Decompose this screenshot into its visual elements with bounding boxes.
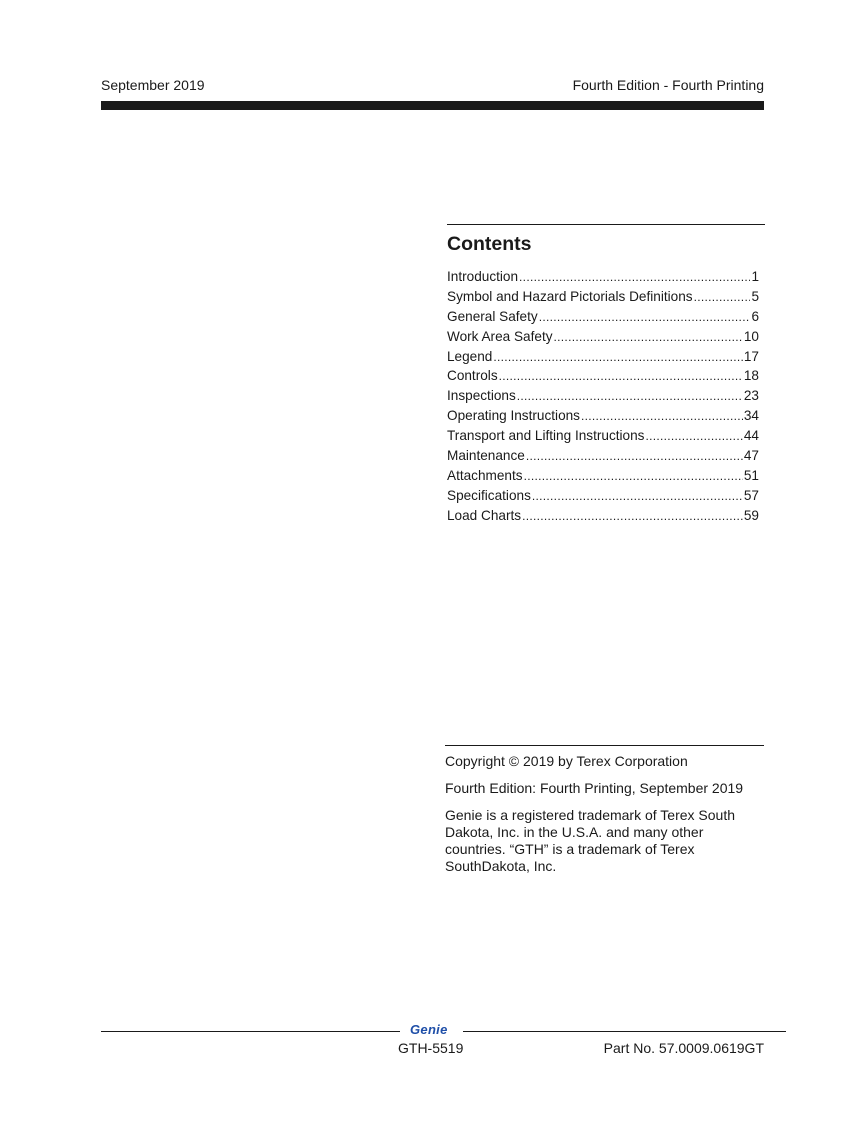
toc-entry-label: Operating Instructions: [447, 408, 580, 424]
toc-leader-dots: [524, 469, 743, 483]
toc-leader-dots: [645, 429, 742, 443]
toc-entry: [447, 508, 759, 528]
toc-entry-page: 6: [751, 308, 759, 324]
toc-entry-label: Work Area Safety: [447, 328, 553, 344]
toc-entry: [447, 269, 759, 289]
toc-leader-dots: [532, 489, 743, 503]
toc-entry: [447, 349, 759, 369]
toc-divider: [447, 224, 765, 225]
toc-entry-page: 1: [751, 269, 759, 284]
toc-entry-label: Load Charts: [447, 507, 522, 523]
toc-entry-page: 51: [743, 467, 759, 483]
toc-leader-dots: [493, 350, 743, 364]
toc-entry-label: General Safety: [447, 308, 538, 324]
copyright-line: Copyright © 2019 by Terex Corporation: [445, 753, 688, 769]
toc-entry-label: Attachments: [447, 467, 523, 483]
footer-model: GTH-5519: [398, 1040, 464, 1056]
toc-entry: [447, 289, 759, 309]
toc-entry-label: Legend: [447, 348, 493, 364]
toc-entry-page: 17: [743, 348, 759, 364]
genie-logo: Genie: [410, 1022, 448, 1037]
toc-entry-page: 44: [743, 428, 759, 444]
header-bar: [101, 101, 764, 110]
toc-entry: [447, 368, 759, 388]
toc-entry-label: Maintenance: [447, 448, 525, 464]
toc-leader-dots: [554, 330, 743, 344]
toc-entry-page: 10: [743, 328, 759, 344]
toc-entry-label: Transport and Lifting Instructions: [447, 428, 645, 444]
toc-entry-label: Specifications: [447, 487, 531, 503]
toc-leader-dots: [519, 270, 750, 284]
trademark-notice: Genie is a registered trademark of Terex South Dakota, Inc. in the U.S.A. and many other countries. “GTH” is a trademark of Terex SouthDakota, Inc.: [445, 807, 736, 874]
toc-entry: [447, 468, 759, 488]
toc-entry-page: 23: [743, 388, 759, 404]
footer-rule-right: [463, 1031, 786, 1032]
toc-leader-dots: [522, 509, 743, 523]
toc-leader-dots: [581, 409, 743, 423]
toc-leader-dots: [694, 290, 751, 304]
toc-entry: [447, 388, 759, 408]
toc-entry-page: 57: [743, 487, 759, 503]
header-date: September 2019: [101, 77, 205, 93]
toc-entry-label: Symbol and Hazard Pictorials Definitions: [447, 288, 693, 304]
copyright-divider: [445, 745, 764, 746]
copyright-block: [445, 745, 764, 875]
toc-leader-dots: [517, 389, 743, 403]
toc-leader-dots: [526, 449, 743, 463]
toc-entry: [447, 428, 759, 448]
toc-title: Contents: [447, 233, 532, 255]
toc-entry-page: 34: [743, 408, 759, 424]
header-edition: Fourth Edition - Fourth Printing: [572, 77, 764, 93]
toc-entry: [447, 309, 759, 329]
toc-entry-label: Controls: [447, 368, 498, 384]
table-of-contents: [447, 224, 765, 528]
edition-line: Fourth Edition: Fourth Printing, September 2019: [445, 780, 744, 796]
footer-rule-left: [101, 1031, 400, 1032]
toc-leader-dots: [499, 369, 743, 383]
toc-entry-page: 59: [743, 507, 759, 523]
toc-entry: [447, 488, 759, 508]
footer-part-number: Part No. 57.0009.0619GT: [603, 1040, 764, 1056]
toc-leader-dots: [539, 310, 751, 324]
toc-entry-page: 18: [743, 368, 759, 384]
toc-entry: [447, 448, 759, 468]
toc-entry: [447, 408, 759, 428]
toc-entry-label: Introduction: [447, 269, 519, 284]
toc-list: [447, 269, 759, 528]
toc-entry: [447, 329, 759, 349]
toc-entry-label: Inspections: [447, 388, 516, 404]
toc-entry-page: 47: [743, 448, 759, 464]
toc-entry-page: 5: [751, 288, 759, 304]
